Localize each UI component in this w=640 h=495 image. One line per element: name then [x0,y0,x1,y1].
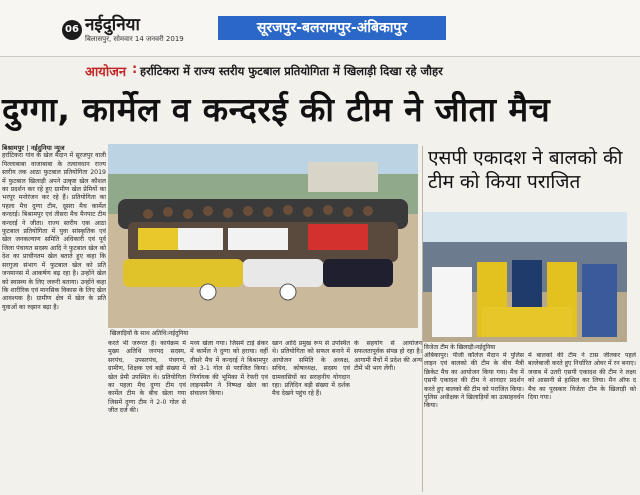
column-divider [422,146,423,492]
cricket-team-illustration [422,212,627,342]
story-column-3: मध्य खेला गया। जिसमें टाई ब्रेकर में कार्मेल ने दुग्गा को हराया। वहीं तीसरे मैच में कन्दरई ने बिश्रामपुर को 3-1 गोल से पराजित किया। निर्णायक की भूमिका में रेफरी एवं लाइन्समैन ने निष्पक्ष खेल का संचालन किया। [190,340,268,398]
newspaper-logo: नईदुनिया [85,15,140,35]
story-column-4: खान आदि प्रमुख रूप से उपस्थित थे। प्रतियोगिता को सफल बनाने में आयोजन समिति के अध्यक्ष, सचिव, कोषाध्यक्ष, सदस्य एवं ग्रामवासियों का सराहनीय योगदान रहा। प्रतिदिन बड़ी संख्या में दर्शक मैच देखने पहुंच रहे हैं। [272,340,350,398]
secondary-headline: एसपी एकादश ने बालको की टीम को किया पराजित [428,147,623,193]
main-headline: दुग्गा, कार्मेल व कन्दरई की टीम ने जीता मैच [2,90,551,129]
story-dateline: बिश्रामपुर | नईदुनिया न्यूज [2,144,65,152]
secondary-photo [422,212,627,342]
main-photo [108,144,418,328]
secondary-column-2: में बालको की टीम ने टास जीतकर पहले बल्लेबाजी करते हुए निर्धारित ओवर में रन बनाए। जवाब में उतरी एसपी एकादश की टीम ने लक्ष्य को आसानी से हासिल कर लिया। मैन ऑफ द मैच का पुरस्कार विजेता टीम के खिलाड़ी को दिया गया। [528,352,636,402]
story-column-5: के सहयोग से आयोजन सफलतापूर्वक संपन्न हो रहा है। आगामी मैचों में प्रदेश की अन्य टीमें भी भाग लेंगी। [354,340,422,373]
story-lead: हर्राटिकरा गांव के खेल मैदान में सूरजपुर वाली पिल्लाबाबा वाजाबाबा के तत्वावधान राज्य स्तरीय तक आठा फुटबाल प्रतियोगिता 2019 में फुटबाल खिलाड़ी अपने उत्कृष्ट खेल कौशल का प्रदर्शन कर रहे हुए ग्रामीण खेल प्रेमियों का भरपूर मनोरंजन कर रहे हैं। प्रतियोगिता का पहला मैच दुग्गा टीम, दूसरा मैच कार्मेल कन्दरई। बिश्रामपुर एवं तीसरा मैच मैनपाट टीम कन्दरई ने जीता। राज्य स्तरीय एक आठा फुटबाल प्रतियोगिता में युवा सांस्कृतिक एवं खेल जनकल्याण समिति अधिकारी एवं पूर्व जिला पंचायत सदस्य आदि ने फुटबाल खेल को देश का प्राचीनतम खेल बताते हुए कहा कि सरगुजा संभाग में फुटबाल खेल को प्रति जनमानस में आकर्षण बढ़ रहा है। उन्होंने खेल को स्वास्थ्य के लिए जरूरी बताया। उन्होंने कहा कि शारीरिक एवं मानसिक विकास के लिए खेल आवश्यक है। ग्रामीण क्षेत्र में खेल के प्रति युवाओं का रुझान बढ़ा है। [2,152,106,311]
region-banner: सूरजपुर-बलरामपुर-अंबिकापुर [218,16,446,40]
main-photo-caption: खिलाड़ियों के साथ अतिथि।नईदुनिया [110,330,189,337]
secondary-column-1: अंबिकापुर। पीजी कॉलेज मैदान में पुलिस लाइन एवं बालको की टीम के बीच मैत्री क्रिकेट मैच का आयोजन किया गया। मैच में एसपी एकादश की टीम ने शानदार प्रदर्शन करते हुए बालको की टीम को पराजित किया। पुलिस अधीक्षक ने खिलाड़ियों का उत्साहवर्धन किया। [424,352,524,410]
page-number: 06 [62,20,82,40]
issue-date: बिलासपुर, सोमवार 14 जनवरी 2019 [85,35,184,43]
kicker-text: हर्राटिकरा में राज्य स्तरीय फुटबाल प्रतियोगिता में खिलाड़ी दिखा रहे जौहर [140,64,443,78]
team-photo-illustration [108,144,418,328]
kicker-separator: : [132,62,138,77]
kicker-label: आयोजन [85,65,127,80]
story-column-2: करते भी जरूरत है। कार्यक्रम में मुख्य अतिथि जनपद सदस्य, सरपंच, उपसरपंच, पंचगण, ग्रामीण, शिक्षक एवं बड़ी संख्या में खेल प्रेमी उपस्थित थे। प्रतियोगिता का पहला मैच दुग्गा टीम एवं कार्मेल टीम के बीच खेला गया जिसमें दुग्गा टीम ने 2-0 गोल से जीत दर्ज की। [108,340,186,415]
story-column-1 [2,144,106,492]
secondary-photo-caption: विजेता टीम के खिलाड़ी।नईदुनिया [424,344,496,351]
